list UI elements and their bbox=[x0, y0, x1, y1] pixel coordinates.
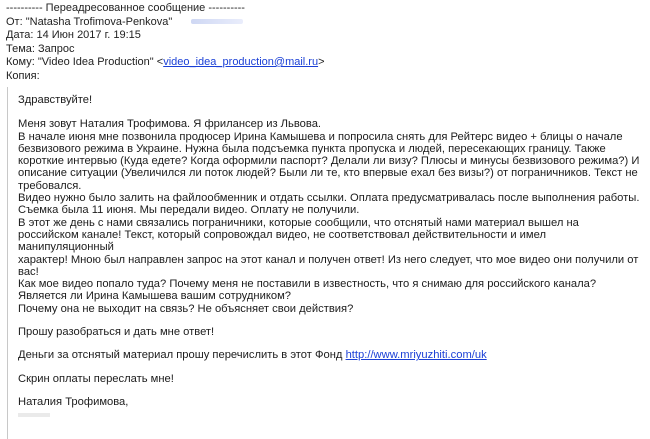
body-line: требовался. bbox=[18, 179, 82, 192]
date-row bbox=[6, 29, 646, 43]
forward-line: ---------- Переадресованное сообщение ---------- bbox=[6, 2, 245, 14]
date-label: Дата: bbox=[6, 29, 34, 41]
to-label: Кому: bbox=[6, 56, 35, 68]
to-email-link[interactable]: video_idea_production@mail.ru bbox=[163, 56, 319, 68]
body-line: безвизового режима в Украине. Нужна была подсъемка пункта пропуска и людей, пересекающих границу. Также bbox=[18, 142, 606, 155]
body-line: В этот же день с нами связались пограничники, которые сообщили, что отснятый нами материал вышел на bbox=[18, 216, 579, 229]
to-email-bracket-open: < bbox=[156, 56, 164, 68]
subject-row bbox=[6, 43, 646, 57]
body-line: Является ли Ирина Камышева вашим сотрудником? bbox=[18, 290, 291, 303]
money-text: Деньги за отснятый материал прошу перечислить в этот Фонд bbox=[18, 349, 346, 362]
signature: Наталия Трофимова, bbox=[18, 395, 129, 408]
body-line: короткие интервью (Куда едете? Когда оформили паспорт? Делали ли визу? Плюсы и минусы безвизового режима?) И bbox=[18, 155, 640, 168]
to-row bbox=[6, 56, 646, 70]
message-header bbox=[6, 2, 646, 83]
body-line: характер! Мною был направлен запрос на этот канал и получен ответ! Из него следует, что мое видео они получили от bbox=[18, 253, 639, 266]
body-line: вас! bbox=[18, 265, 39, 278]
screenshot-line: Скрин оплаты переслать мне! bbox=[18, 372, 174, 385]
message-body bbox=[18, 94, 640, 421]
from-label: От: bbox=[6, 15, 23, 28]
subject-value: Запрос bbox=[38, 42, 75, 55]
copy-row bbox=[6, 70, 646, 84]
body-line: российском канале! Текст, который сопровождал видео, не соответствовал действительности и имел манипуляционный bbox=[18, 228, 546, 254]
request-line: Прошу разобраться и дать мне ответ! bbox=[18, 326, 215, 339]
to-name: "Video Idea Production" bbox=[37, 56, 154, 68]
body-line: Почему она не выходит на связь? Не объясняет свои действия? bbox=[18, 302, 354, 315]
from-value: "Natasha Trofimova-Penkova" bbox=[25, 15, 173, 28]
body-line: описание ситуации (Увеличился ли поток людей? Были ли те, кто впервые ехал без визы?) от пограничников. Текст не bbox=[18, 167, 638, 180]
to-email-bracket-close: > bbox=[318, 56, 325, 68]
body-line: Видео нужно было залить на файлообменник и отдать ссылки. Оплата предусматривалась после выполнения работы. bbox=[18, 192, 640, 205]
subject-label: Тема: bbox=[6, 42, 35, 55]
body-line: Как мое видео попало туда? Почему меня не поставили в известность, что я снимаю для российского канала? bbox=[18, 278, 597, 291]
body-line: Съемка была 11 июня. Мы передали видео. Оплату не получили. bbox=[18, 204, 360, 217]
fund-link[interactable]: http://www.mriyuzhiti.com/uk bbox=[345, 349, 487, 362]
money-line bbox=[18, 349, 640, 361]
from-row bbox=[6, 16, 646, 30]
greeting: Здравствуйте! bbox=[18, 94, 93, 106]
copy-label: Копия: bbox=[6, 69, 40, 82]
redacted-phone bbox=[18, 413, 50, 417]
date-value: 14 Июн 2017 г. 19:15 bbox=[36, 29, 141, 41]
redacted-email bbox=[191, 19, 243, 24]
body-line: Меня зовут Наталия Трофимова. Я фрилансер из Львова. bbox=[18, 118, 322, 131]
body-line: В начале июня мне позвонила продюсер Ирина Камышева и попросила снять для Рейтерс видео + блицы о начале bbox=[18, 130, 623, 143]
